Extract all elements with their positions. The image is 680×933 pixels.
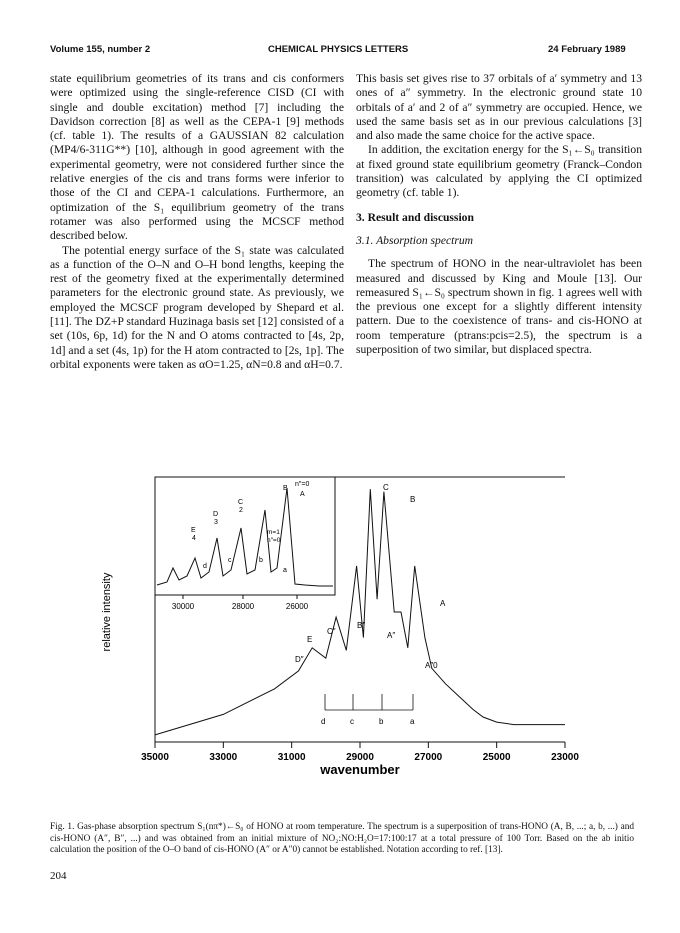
inset-tick-label: 28000 xyxy=(231,602,255,611)
peak-label-D2: D″ xyxy=(295,655,304,664)
inset-label-c: c xyxy=(228,557,232,564)
journal-title: CHEMICAL PHYSICS LETTERS xyxy=(268,44,409,55)
peak-label-C: C xyxy=(383,483,389,492)
inset-label-E: E xyxy=(191,527,196,534)
inset-label-A: A xyxy=(300,491,305,498)
paragraph: state equilibrium geometries of its trans and cis conformers were optimized using the single-reference CISD (CI with single and double excitation) method [7] including the Davidson correction [8] as well as the CEPA-1 [9] methods (cf. table 1). The results of a GAUSSIAN 82 calculation (MP4/6-311G**) [10], although in good agreement with the experimental geometry, were not considered further since the relative energies of the cis and trans forms were inferior to those of the CI and CEPA-1 calculations. Furthermore, an optimization of the S₁ equilibrium geometry of the trans rotamer was also performed using the MCSCF method described below. xyxy=(50,72,344,243)
inset-tick-label: 26000 xyxy=(285,602,309,611)
page-number: 204 xyxy=(50,870,67,882)
peak-label-C2: C″ xyxy=(327,627,336,636)
peak-label-A2: A″ xyxy=(387,631,396,640)
inset-label-4: 4 xyxy=(192,535,196,542)
x-tick-label: 27000 xyxy=(414,752,443,763)
volume-label: Volume 155, number 2 xyxy=(50,44,151,55)
inset-label-2: 2 xyxy=(239,507,243,514)
inset-label-m1: m=1 xyxy=(267,529,280,536)
x-tick-group xyxy=(141,742,579,763)
left-column xyxy=(50,72,344,372)
inset-label-n0: n″=0 xyxy=(295,481,310,488)
inset-label-B: B xyxy=(283,485,288,492)
peak-label-E: E xyxy=(307,635,313,644)
x-tick-label: 31000 xyxy=(277,752,306,763)
band-label-d: d xyxy=(321,717,326,726)
x-tick-label: 23000 xyxy=(551,752,579,763)
inset-label-C: C xyxy=(238,499,244,506)
inset-label-b: b xyxy=(259,557,263,564)
figure-caption: Fig. 1. Gas-phase absorption spectrum S₁(nπ*)←S₀ of HONO at room temperature. The spectrum is a superposition of trans-HONO (A, B, ...; a, b, ...) and cis-HONO (A″, B″, ...) and was obtained from an initial mixture of NO₂:NO:H₂O=17:100:17 at a total pressure of 100 Torr. Based on the ab initio calculation the position of the O–O band of cis-HONO (A″ or A″0) cannot be established. Notation according to ref. [13]. xyxy=(50,822,634,856)
inset-tick-label: 30000 xyxy=(171,602,195,611)
paragraph: This basis set gives rise to 37 orbitals of a′ symmetry and 13 ones of a″ symmetry. In the electronic ground state 10 orbitals of a′ and 2 of a″ symmetry are occupied. Hence, we used the same basis set as in our previous calculations [3] and also made the same choice for the active space. xyxy=(356,72,642,143)
inset-label-a: a xyxy=(283,567,287,574)
peak-label-B: B xyxy=(410,495,416,504)
inset-plot xyxy=(155,477,335,611)
x-axis-label: wavenumber xyxy=(320,762,400,777)
peak-label-B2: B″ xyxy=(357,621,366,630)
x-tick-label: 35000 xyxy=(141,752,169,763)
band-label-c: c xyxy=(350,717,354,726)
peak-label-A: A xyxy=(440,599,446,608)
inset-label-n0b: n″=0 xyxy=(267,537,281,544)
x-tick-label: 29000 xyxy=(346,752,374,763)
paragraph: The spectrum of HONO in the near-ultraviolet has been measured and discussed by King and Moule [13]. Our remeasured S₁←S₀ spectrum shown in fig. 1 agrees well with the previous one except for a slightly different intensity pattern. Due to the coexistence of trans- and cis-HONO at room temperature (ptrans:pcis=2.5), the spectrum is a superposition of two similar, but displaced spectra. xyxy=(356,257,642,357)
band-label-a: a xyxy=(410,717,415,726)
peak-label-A0: A″0 xyxy=(425,661,438,670)
paragraph: In addition, the excitation energy for the S₁←S₀ transition at fixed ground state equilibrium geometry (Franck–Condon transition) was calculated by applying the CI optimized geometry (cf. table 1). xyxy=(356,143,642,200)
inset-label-d: d xyxy=(203,563,207,570)
right-column xyxy=(356,72,642,357)
y-axis-label: relative intensity xyxy=(101,572,113,652)
x-tick-label: 25000 xyxy=(482,752,511,763)
spectrum-figure xyxy=(95,472,655,812)
progression-bracket xyxy=(325,694,413,710)
band-label-b: b xyxy=(379,717,384,726)
paragraph: The potential energy surface of the S₁ state was calculated as a function of the O–N and O–H bond lengths, keeping the rest of the geometry fixed at the experimentally determined parameters for the electronic ground state. As previously, we employed the MCSCF program developed by Shepard et al. [11]. The DZ+P standard Huzinaga basis set [12] consisted of a set (10s, 6p, 1d) for the N and O atoms contracted to [4s, 2p, 1d] and a set (4s, 1p) for the H atom contracted to [2s, 1p]. The orbital exponents were taken as αO=1.25, αN=0.8 and αH=0.7. xyxy=(50,243,344,371)
x-tick-label: 33000 xyxy=(209,752,238,763)
inset-label-3: 3 xyxy=(214,519,218,526)
section-heading: 3. Result and discussion xyxy=(356,210,474,224)
inset-label-D: D xyxy=(213,511,219,518)
issue-date: 24 February 1989 xyxy=(548,44,626,55)
subsection-heading: 3.1. Absorption spectrum xyxy=(356,233,474,247)
